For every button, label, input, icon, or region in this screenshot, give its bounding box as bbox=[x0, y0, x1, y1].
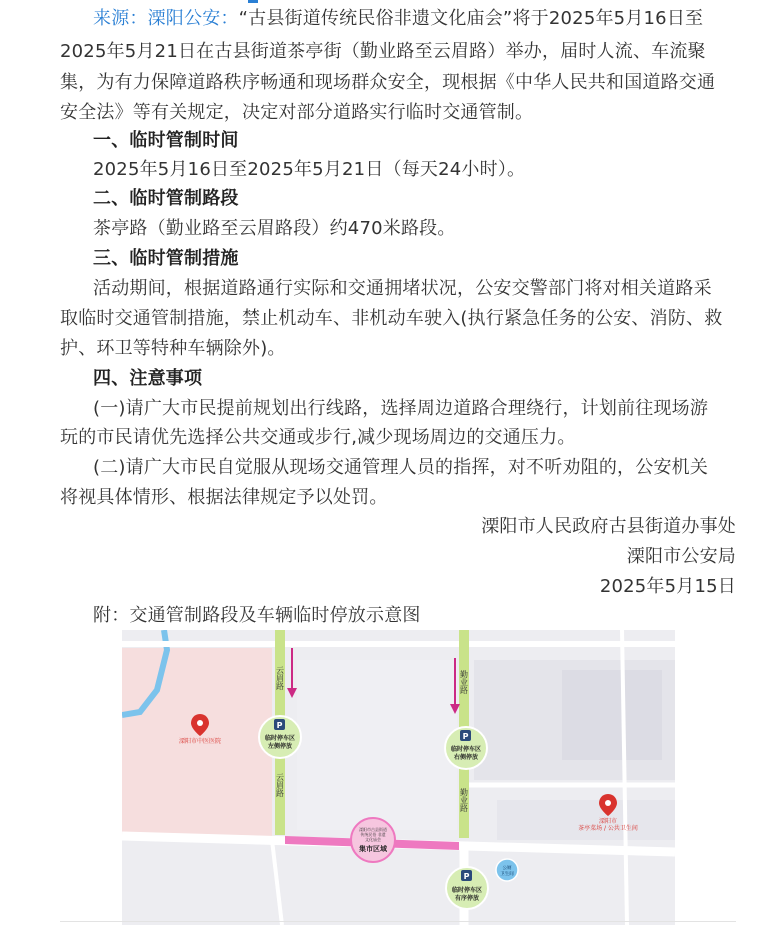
label-yunmei-bottom: 云眉路 bbox=[275, 773, 285, 797]
label-yunmei-top: 云眉路 bbox=[275, 666, 285, 690]
source-label[interactable]: 来源：溧阳公安： bbox=[93, 8, 239, 29]
label-qinye-bottom: 勤业路 bbox=[459, 788, 469, 812]
poi-hospital: 溧阳市中医医院 bbox=[178, 738, 222, 745]
svg-text:有序停放: 有序停放 bbox=[454, 895, 480, 902]
section3-title: 三、临时管制措施 bbox=[93, 248, 239, 269]
intro-line-1 bbox=[60, 8, 703, 30]
section4-line-2: 玩的市民请优先选择公共交通或步行,减少现场周边的交通压力。 bbox=[60, 427, 576, 448]
svg-text:P: P bbox=[462, 732, 469, 741]
top-accent-mark bbox=[248, 0, 258, 3]
toilet-icon bbox=[496, 859, 518, 881]
svg-text:公厕: 公厕 bbox=[502, 866, 512, 871]
svg-text:临时停车区: 临时停车区 bbox=[264, 735, 296, 742]
svg-text:卫生间: 卫生间 bbox=[500, 872, 514, 877]
section3-line-1: 活动期间，根据道路通行实际和交通拥堵状况，公安交警部门将对相关道路采 bbox=[93, 278, 712, 299]
section4-title: 四、注意事项 bbox=[93, 368, 203, 389]
traffic-control-map bbox=[122, 630, 675, 925]
signature-police: 溧阳市公安局 bbox=[626, 546, 736, 567]
section2-title: 二、临时管制路段 bbox=[93, 188, 239, 209]
intro-line-3: 集，为有力保障道路秩序畅通和现场群众安全，现根据《中华人民共和国道路交通 bbox=[60, 72, 716, 93]
section3-line-3: 护、环卫等特种车辆除外)。 bbox=[60, 338, 286, 359]
section4-line-1: (一)请广大市民提前规划出行线路，选择周边道路合理绕行，计划前往现场游 bbox=[93, 398, 709, 419]
section1-body: 2025年5月16日至2025年5月21日（每天24小时）。 bbox=[93, 159, 526, 180]
section3-line-2: 取临时交通管制措施，禁止机动车、非机动车驶入(执行紧急任务的公安、消防、救 bbox=[60, 308, 723, 329]
poi-teahouse-line2: 茶亭菜场 / 公共卫生间 bbox=[578, 825, 638, 832]
bottom-divider bbox=[60, 921, 736, 922]
signature-date: 2025年5月15日 bbox=[599, 576, 736, 597]
section4-line-3: (二)请广大市民自觉服从现场交通管理人员的指挥，对不听劝阻的，公安机关 bbox=[93, 457, 709, 478]
svg-text:临时停车区: 临时停车区 bbox=[450, 746, 482, 753]
svg-text:临时停车区: 临时停车区 bbox=[451, 887, 483, 894]
section1-title: 一、临时管制时间 bbox=[93, 130, 239, 151]
svg-text:溧阳市古县街道: 溧阳市古县街道 bbox=[359, 827, 387, 832]
svg-text:文化庙会: 文化庙会 bbox=[365, 837, 381, 842]
intro-text-1: “古县街道传统民俗非遗文化庙会”将于2025年5月16日至 bbox=[238, 8, 704, 29]
section4-line-4: 将视具体情形、根据法律规定予以处罚。 bbox=[60, 487, 388, 508]
parking-zone-right bbox=[445, 727, 487, 769]
market-area bbox=[351, 818, 395, 862]
intro-line-2: 2025年5月21日在古县街道茶亭街（勤业路至云眉路）举办，届时人流、车流聚 bbox=[60, 41, 706, 62]
poi-teahouse-line1: 溧阳市 bbox=[598, 818, 618, 825]
intro-line-4: 安全法》等有关规定，决定对部分道路实行临时交通管制。 bbox=[60, 102, 534, 123]
parking-zone-left bbox=[259, 716, 301, 758]
svg-text:集市区域: 集市区域 bbox=[359, 845, 387, 853]
svg-text:P: P bbox=[463, 872, 470, 881]
svg-text:传统民俗 非遗: 传统民俗 非遗 bbox=[360, 832, 386, 837]
attachment-caption: 附：交通管制路段及车辆临时停放示意图 bbox=[93, 605, 421, 626]
label-qinye-top: 勤业路 bbox=[459, 670, 469, 694]
svg-text:右侧停放: 右侧停放 bbox=[453, 754, 479, 761]
svg-text:P: P bbox=[276, 721, 283, 730]
signature-office: 溧阳市人民政府古县街道办事处 bbox=[481, 516, 736, 537]
svg-text:左侧停放: 左侧停放 bbox=[267, 743, 293, 750]
section2-body: 茶亭路（勤业路至云眉路段）约470米路段。 bbox=[93, 218, 456, 239]
parking-zone-bottom bbox=[446, 867, 488, 909]
